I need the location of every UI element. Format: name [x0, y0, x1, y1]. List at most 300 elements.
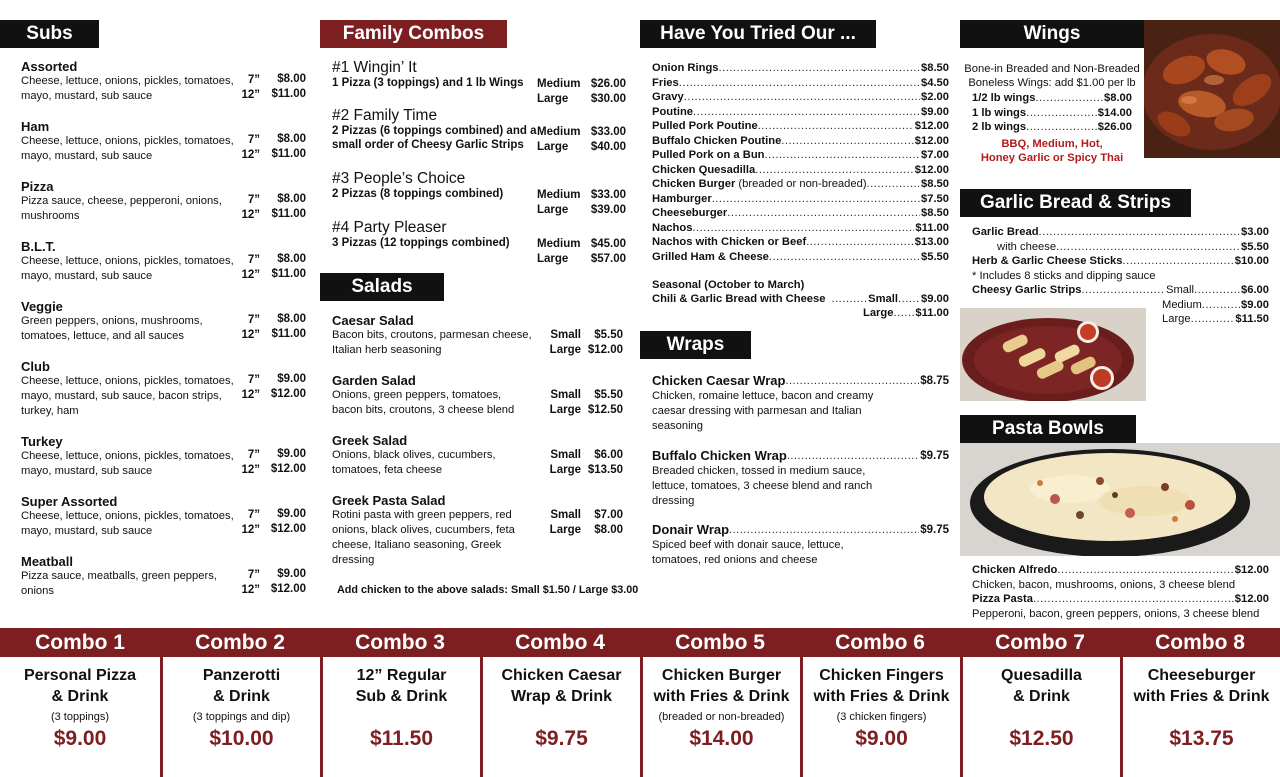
- sub-size-large: 12”: [241, 464, 260, 476]
- combo-line-1: Cheeseburger: [1147, 667, 1256, 684]
- family-combo-desc: 1 Pizza (3 toppings) and 1 lb Wings: [332, 77, 524, 89]
- tried-item-name: Chicken Quesadilla: [652, 163, 756, 176]
- combo-card: [800, 657, 960, 777]
- combo-line-1: Chicken Caesar: [501, 667, 622, 684]
- sub-size-small: 7”: [247, 134, 260, 146]
- dot-leader: [893, 306, 914, 321]
- sub-desc: Cheese, lettuce, onions, pickles, tomatoes, mayo, mustard, sub sauce: [21, 510, 234, 537]
- dot-leader: [765, 148, 920, 163]
- combo-line-1: Quesadilla: [1001, 667, 1082, 684]
- wings-item: [972, 120, 1132, 135]
- family-combo-title: #3 People’s Choice: [332, 170, 466, 187]
- sub-desc: Green peppers, onions, mushrooms, tomatoes, lettuce, and all sauces: [21, 315, 203, 342]
- wings-item-name: 2 lb wings: [972, 121, 1027, 133]
- dot-leader: [679, 76, 920, 91]
- wings-sauces-line1: BBQ, Medium, Hot,: [1001, 138, 1103, 150]
- combo-title: Combo 3: [355, 630, 445, 654]
- tried-item-extra: (breaded or non-breaded): [735, 178, 867, 190]
- salad-name: Greek Salad: [332, 433, 408, 448]
- garlic-cheese-price: $5.50: [1241, 241, 1269, 253]
- family-price-large: $30.00: [590, 93, 626, 105]
- combo-note: (3 toppings): [50, 711, 110, 723]
- strips-medium-row: [1162, 298, 1269, 313]
- salad-size-large: Large: [549, 404, 581, 416]
- salad-prices: [581, 448, 623, 478]
- salad-name: Greek Pasta Salad: [332, 493, 446, 508]
- sub-size-large: 12”: [241, 149, 260, 161]
- dot-leader: [1056, 240, 1240, 255]
- family-price-large: $39.00: [590, 204, 626, 216]
- tried-item: [652, 177, 949, 192]
- dot-leader: [692, 221, 914, 236]
- salad-size-large: Large: [549, 344, 581, 356]
- sub-price-small: $9.00: [277, 373, 306, 385]
- tried-item: [652, 206, 949, 221]
- tried-item-price: $8.50: [921, 178, 949, 190]
- pasta-bowl-image: [960, 443, 1280, 556]
- salad-price-large: $13.50: [587, 464, 623, 476]
- tried-item-name: Gravy: [652, 91, 684, 103]
- combo-note: (3 chicken fingers): [836, 711, 927, 723]
- tried-item: [652, 134, 949, 149]
- wrap-desc: Breaded chicken, tossed in medium sauce, lettuce, tomatoes, 3 cheese blend and ranch dressing: [652, 465, 873, 507]
- wings-photo: [1144, 20, 1280, 158]
- tried-item-name: Cheeseburger: [652, 207, 728, 219]
- tried-item-price: $13.00: [914, 236, 949, 248]
- garlic-bread-name: Garlic Bread: [972, 226, 1039, 238]
- pasta-header: Pasta Bowls: [960, 415, 1136, 443]
- tried-item-name: Buffalo Chicken Poutine: [652, 134, 782, 147]
- combo-card: [160, 657, 320, 777]
- salad-price-small: $5.50: [594, 389, 623, 401]
- wings-image: [1144, 20, 1280, 158]
- salad-chicken-note: Add chicken to the above salads: Small $1.50 / Large $3.00: [337, 584, 639, 596]
- garlic-bread-row: [972, 225, 1269, 240]
- dot-leader: [758, 119, 914, 134]
- sub-size-small: 7”: [247, 569, 260, 581]
- family-price-large: $40.00: [590, 141, 626, 153]
- tried-item-price: $12.00: [914, 120, 949, 132]
- strips-price2: $9.00: [1241, 299, 1269, 311]
- sub-desc: Pizza sauce, meatballs, green peppers, onions: [21, 570, 217, 597]
- family-combo-prices: [580, 125, 626, 155]
- combo-line-2: with Fries & Drink: [1133, 688, 1270, 705]
- combo-card: [640, 657, 800, 777]
- salad-prices: [581, 328, 623, 358]
- sub-name: Assorted: [21, 59, 78, 74]
- sub-size-small: 7”: [247, 74, 260, 86]
- sub-size-large: 12”: [241, 329, 260, 341]
- combo-title: Combo 4: [515, 630, 605, 654]
- tried-item: [652, 250, 949, 265]
- combo-line-2: & Drink: [1013, 688, 1070, 705]
- dot-leader: [712, 192, 920, 207]
- wings-item-price: $8.00: [1104, 92, 1132, 104]
- family-combo-sizes: [537, 77, 580, 107]
- family-combos-header: Family Combos: [320, 20, 507, 48]
- salad-size-small: Small: [550, 509, 581, 521]
- salad-name: Garden Salad: [332, 373, 416, 388]
- family-combo-sizes: [537, 237, 580, 267]
- sub-price-small: $8.00: [277, 73, 306, 85]
- sub-price-large: $12.00: [270, 583, 306, 595]
- seasonal-size1: Small: [868, 293, 898, 305]
- sub-desc: Cheese, lettuce, onions, pickles, tomatoes, mayo, mustard, sub sauce: [21, 135, 234, 162]
- combo-price: $11.50: [369, 727, 434, 750]
- seasonal-item-large: [863, 306, 949, 321]
- combo-price: $9.75: [535, 727, 588, 750]
- sub-name: Turkey: [21, 434, 63, 449]
- tried-item: [652, 163, 949, 178]
- combo-card: [1120, 657, 1280, 777]
- tried-item-price: $12.00: [914, 163, 949, 176]
- wrap-name: Buffalo Chicken Wrap: [652, 448, 787, 463]
- dot-leader: [1026, 120, 1097, 135]
- strips-size3: Large: [1162, 313, 1191, 325]
- sub-prices: [260, 132, 306, 162]
- sub-sizes: [236, 448, 260, 478]
- sub-sizes: [236, 133, 260, 163]
- combo-line-1: 12” Regular: [356, 667, 447, 684]
- garlic-cheese-row: [997, 240, 1269, 255]
- seasonal-item: [652, 292, 949, 307]
- sub-price-large: $12.00: [270, 463, 306, 475]
- tried-item: [652, 61, 949, 76]
- wings-item: [972, 106, 1132, 121]
- combo-price: $9.00: [53, 727, 107, 750]
- sub-price-large: $11.00: [271, 268, 306, 280]
- sub-size-large: 12”: [241, 269, 260, 281]
- family-combo-sizes: [537, 125, 580, 155]
- sub-size-small: 7”: [247, 254, 260, 266]
- tried-item-name: Nachos: [652, 221, 693, 234]
- tried-item: [652, 221, 949, 236]
- tried-item-name: Poutine: [652, 105, 694, 118]
- sub-price-large: $11.00: [271, 208, 306, 220]
- dot-leader: [1202, 298, 1240, 313]
- wrap-name: Chicken Caesar Wrap: [652, 373, 786, 388]
- sub-name: Veggie: [21, 299, 63, 314]
- dot-leader: [755, 163, 914, 178]
- strips-large-row: [1162, 312, 1269, 327]
- tried-item-price: $5.50: [921, 250, 949, 263]
- wrap-item: [652, 373, 949, 389]
- sub-size-small: 7”: [247, 314, 260, 326]
- dot-leader: [787, 448, 919, 464]
- dot-leader: [684, 90, 920, 105]
- pasta-bowl-photo: [960, 443, 1280, 556]
- pasta-price: $12.00: [1234, 593, 1269, 605]
- wings-item: [972, 91, 1132, 106]
- salad-sizes: [540, 448, 581, 478]
- family-price-medium: $45.00: [590, 238, 626, 250]
- seasonal-size2: Large: [863, 307, 894, 319]
- tried-item-price: $11.00: [915, 221, 949, 234]
- wrap-item: [652, 522, 949, 538]
- tried-item-price: $7.50: [921, 192, 949, 205]
- sub-size-small: 7”: [247, 374, 260, 386]
- salad-size-small: Small: [550, 329, 581, 341]
- salad-desc: Rotini pasta with green peppers, red onions, black olives, cucumbers, feta cheese, Italiano seasoning, Greek dressing: [332, 509, 515, 566]
- dot-leader: [831, 292, 868, 307]
- wrap-desc: Chicken, romaine lettuce, bacon and creamy caesar dressing with parmesan and Italian seasoning: [652, 390, 874, 432]
- garlic-header: Garlic Bread & Strips: [960, 189, 1191, 217]
- salad-size-small: Small: [550, 449, 581, 461]
- dot-leader: [806, 235, 914, 250]
- sub-size-large: 12”: [241, 524, 260, 536]
- combo-line-2: with Fries & Drink: [813, 688, 950, 705]
- family-combo-desc: 3 Pizzas (12 toppings combined): [332, 237, 510, 249]
- dot-leader: [729, 522, 919, 538]
- family-size-large: Large: [537, 141, 569, 153]
- tried-item: [652, 192, 949, 207]
- garlic-strips-image: [960, 308, 1146, 401]
- sub-sizes: [236, 568, 260, 598]
- wrap-price: $9.75: [920, 450, 949, 462]
- pasta-desc: Pepperoni, bacon, green peppers, onions, 3 cheese blend: [972, 607, 1260, 620]
- pasta-name: Pizza Pasta: [972, 593, 1033, 605]
- strips-size1: Small: [1166, 284, 1194, 296]
- family-combo-sizes: [537, 188, 580, 218]
- tried-item: [652, 105, 949, 120]
- sub-price-large: $11.00: [271, 88, 306, 100]
- dot-leader: [1035, 91, 1103, 106]
- sub-price-large: $11.00: [271, 328, 306, 340]
- salad-sizes: [540, 328, 581, 358]
- tried-item-name: Grilled Ham & Cheese: [652, 250, 769, 263]
- sub-price-small: $9.00: [277, 508, 306, 520]
- combo-title: Combo 7: [995, 630, 1085, 654]
- combo-card: [0, 657, 160, 777]
- sub-desc: Cheese, lettuce, onions, pickles, tomatoes, mayo, mustard, sub sauce: [21, 450, 234, 477]
- dot-leader: [769, 250, 920, 265]
- family-combo-desc-2: small order of Cheesy Garlic Strips: [332, 139, 524, 151]
- wings-item-price: $14.00: [1097, 106, 1132, 119]
- combo-line-1: Chicken Burger: [661, 667, 782, 684]
- salad-price-small: $7.00: [594, 509, 623, 521]
- combo-note: (3 toppings and dip): [192, 711, 291, 723]
- wings-sauces-line2: Honey Garlic or Spicy Thai: [980, 152, 1124, 164]
- tried-item-price: $7.00: [921, 149, 949, 161]
- tried-item-price: $4.50: [921, 76, 949, 89]
- salad-desc: Onions, black olives, cucumbers, tomatoes, feta cheese: [332, 449, 496, 476]
- dot-leader: [785, 373, 919, 389]
- dot-leader: [1057, 563, 1233, 578]
- sub-price-small: $9.00: [277, 448, 306, 460]
- strips-price1: $6.00: [1241, 284, 1269, 296]
- sub-size-large: 12”: [241, 389, 260, 401]
- sub-price-small: $8.00: [277, 133, 306, 145]
- sub-prices: [260, 447, 306, 477]
- sub-desc: Pizza sauce, cheese, pepperoni, onions, mushrooms: [21, 195, 222, 222]
- wrap-price: $9.75: [920, 524, 949, 536]
- strips-size2: Medium: [1162, 299, 1202, 311]
- herb-sticks-row: [972, 254, 1269, 269]
- sub-prices: [260, 507, 306, 537]
- combo-card: [480, 657, 640, 777]
- family-combo-title: #4 Party Pleaser: [332, 219, 447, 236]
- combo-line-2: with Fries & Drink: [653, 688, 790, 705]
- family-combo-desc: 2 Pizzas (8 toppings combined): [332, 188, 504, 200]
- wrap-price: $8.75: [920, 375, 949, 387]
- tried-item: [652, 119, 949, 134]
- wrap-name: Donair Wrap: [652, 522, 730, 537]
- pasta-price: $12.00: [1234, 564, 1269, 576]
- pasta-desc: Chicken, bacon, mushrooms, onions, 3 cheese blend: [972, 578, 1236, 591]
- combo-price: $9.00: [855, 727, 908, 750]
- dot-leader: [1122, 254, 1233, 269]
- family-size-large: Large: [537, 253, 569, 265]
- combo-note: (breaded or non-breaded): [658, 711, 785, 723]
- salad-prices: [581, 388, 623, 418]
- wrap-item: [652, 448, 949, 464]
- tried-item: [652, 76, 949, 91]
- dot-leader: [1081, 283, 1164, 298]
- salad-price-large: $12.00: [587, 344, 623, 356]
- family-combo-prices: [580, 188, 626, 218]
- salad-prices: [581, 508, 623, 538]
- garlic-strips-photo: [960, 308, 1146, 401]
- family-combo-prices: [580, 77, 626, 107]
- sub-size-small: 7”: [247, 449, 260, 461]
- herb-sticks-price: $10.00: [1234, 255, 1269, 267]
- sub-name: Club: [21, 359, 50, 374]
- sub-prices: [260, 72, 306, 102]
- family-price-medium: $26.00: [590, 78, 626, 90]
- strips-name: Cheesy Garlic Strips: [972, 284, 1082, 296]
- salad-desc: Onions, green peppers, tomatoes, bacon bits, croutons, 3 cheese blend: [332, 389, 515, 416]
- salad-sizes: [540, 508, 581, 538]
- wings-item-price: $26.00: [1097, 121, 1132, 133]
- tried-item: [652, 148, 949, 163]
- sub-name: B.L.T.: [21, 239, 56, 254]
- sub-sizes: [236, 373, 260, 403]
- wings-item-name: 1 lb wings: [972, 106, 1027, 119]
- combo-title: Combo 8: [1155, 630, 1245, 654]
- salad-price-small: $5.50: [594, 329, 623, 341]
- tried-item-name: Hamburger: [652, 192, 712, 205]
- family-size-large: Large: [537, 204, 569, 216]
- dot-leader: [1026, 106, 1097, 121]
- combo-price: $10.00: [209, 727, 274, 750]
- salad-desc: Bacon bits, croutons, parmesan cheese, Italian herb seasoning: [332, 329, 532, 356]
- sub-price-large: $12.00: [270, 523, 306, 535]
- seasonal-price2: $11.00: [915, 307, 949, 319]
- tried-item: [652, 235, 949, 250]
- sub-name: Pizza: [21, 179, 54, 194]
- seasonal-price1: $9.00: [921, 293, 949, 305]
- sub-prices: [260, 252, 306, 282]
- subs-header: Subs: [0, 20, 99, 48]
- dot-leader: [867, 177, 920, 192]
- family-price-large: $57.00: [590, 253, 626, 265]
- sub-prices: [260, 312, 306, 342]
- tried-item-price: $9.00: [921, 105, 949, 118]
- dot-leader: [727, 206, 920, 221]
- combo-price: $13.75: [1169, 727, 1234, 750]
- herb-sticks-name: Herb & Garlic Cheese Sticks: [972, 255, 1123, 267]
- wings-line2: Boneless Wings: add $1.00 per lb: [968, 77, 1136, 89]
- salad-price-large: $12.50: [587, 404, 623, 416]
- salad-name: Caesar Salad: [332, 313, 414, 328]
- pasta-name: Chicken Alfredo: [972, 564, 1058, 576]
- family-size-medium: Medium: [537, 238, 581, 250]
- strips-price3: $11.50: [1235, 313, 1269, 325]
- dot-leader: [1039, 225, 1240, 240]
- pasta-item: [972, 592, 1269, 607]
- wraps-header: Wraps: [640, 331, 751, 359]
- wrap-desc: Spiced beef with donair sauce, lettuce, tomatoes, red onions and cheese: [652, 539, 844, 566]
- salad-sizes: [540, 388, 581, 418]
- tried-item-name: Pulled Pork on a Bun: [652, 149, 765, 161]
- sub-size-large: 12”: [241, 584, 260, 596]
- salads-header: Salads: [320, 273, 444, 301]
- tried-item-name: Nachos with Chicken or Beef: [652, 236, 807, 248]
- salad-price-small: $6.00: [594, 449, 623, 461]
- combo-title: Combo 1: [35, 630, 125, 654]
- family-combo-title: #1 Wingin’ It: [332, 59, 417, 76]
- sub-size-large: 12”: [241, 89, 260, 101]
- sub-sizes: [236, 313, 260, 343]
- sub-desc: Cheese, lettuce, onions, pickles, tomatoes, mayo, mustard, sub sauce: [21, 255, 234, 282]
- salad-price-large: $8.00: [594, 524, 623, 536]
- dot-leader: [1033, 592, 1234, 607]
- sub-desc: Cheese, lettuce, onions, pickles, tomatoes, mayo, mustard, sub sauce, bacon strips, turkey, ham: [21, 375, 234, 417]
- wings-item-name: 1/2 lb wings: [972, 92, 1036, 104]
- tried-item-name: Chicken Burger: [652, 178, 736, 190]
- combo-line-2: Sub & Drink: [355, 688, 448, 705]
- sub-price-small: $8.00: [277, 253, 306, 265]
- family-combo-title: #2 Family Time: [332, 107, 438, 124]
- combo-title: Combo 6: [835, 630, 925, 654]
- combo-title: Combo 5: [675, 630, 765, 654]
- tried-item-name: Onion Rings: [652, 62, 719, 74]
- dot-leader: [1194, 283, 1240, 298]
- seasonal-name: Chili & Garlic Bread with Cheese: [652, 293, 826, 305]
- sub-size-small: 7”: [247, 194, 260, 206]
- wings-header: Wings: [960, 20, 1144, 48]
- garlic-cheese-name: with cheese: [997, 241, 1057, 253]
- combo-price: $12.50: [1009, 727, 1074, 750]
- sub-sizes: [236, 253, 260, 283]
- sub-price-small: $8.00: [277, 313, 306, 325]
- family-combo-prices: [580, 237, 626, 267]
- sub-price-small: $9.00: [277, 568, 306, 580]
- sub-name: Meatball: [21, 554, 74, 569]
- tried-item-price: $12.00: [914, 134, 949, 147]
- sub-price-large: $11.00: [271, 148, 306, 160]
- seasonal-heading: Seasonal (October to March): [652, 279, 805, 291]
- salad-size-large: Large: [549, 524, 581, 536]
- dot-leader: [719, 61, 921, 76]
- herb-sticks-note: * Includes 8 sticks and dipping sauce: [972, 270, 1156, 282]
- sub-prices: [260, 372, 306, 402]
- sub-name: Super Assorted: [21, 494, 118, 509]
- family-size-medium: Medium: [537, 78, 581, 90]
- sub-size-small: 7”: [247, 509, 260, 521]
- tried-item: [652, 90, 949, 105]
- combo-line-1: Panzerotti: [202, 667, 281, 684]
- salad-size-small: Small: [550, 389, 581, 401]
- combo-line-1: Chicken Fingers: [819, 667, 944, 684]
- dot-leader: [1191, 312, 1235, 327]
- dot-leader: [898, 292, 920, 307]
- sub-sizes: [236, 193, 260, 223]
- tried-header: Have You Tried Our ...: [640, 20, 876, 48]
- sub-size-large: 12”: [241, 209, 260, 221]
- tried-item-name: Fries: [652, 76, 679, 89]
- tried-item-price: $8.50: [921, 207, 949, 219]
